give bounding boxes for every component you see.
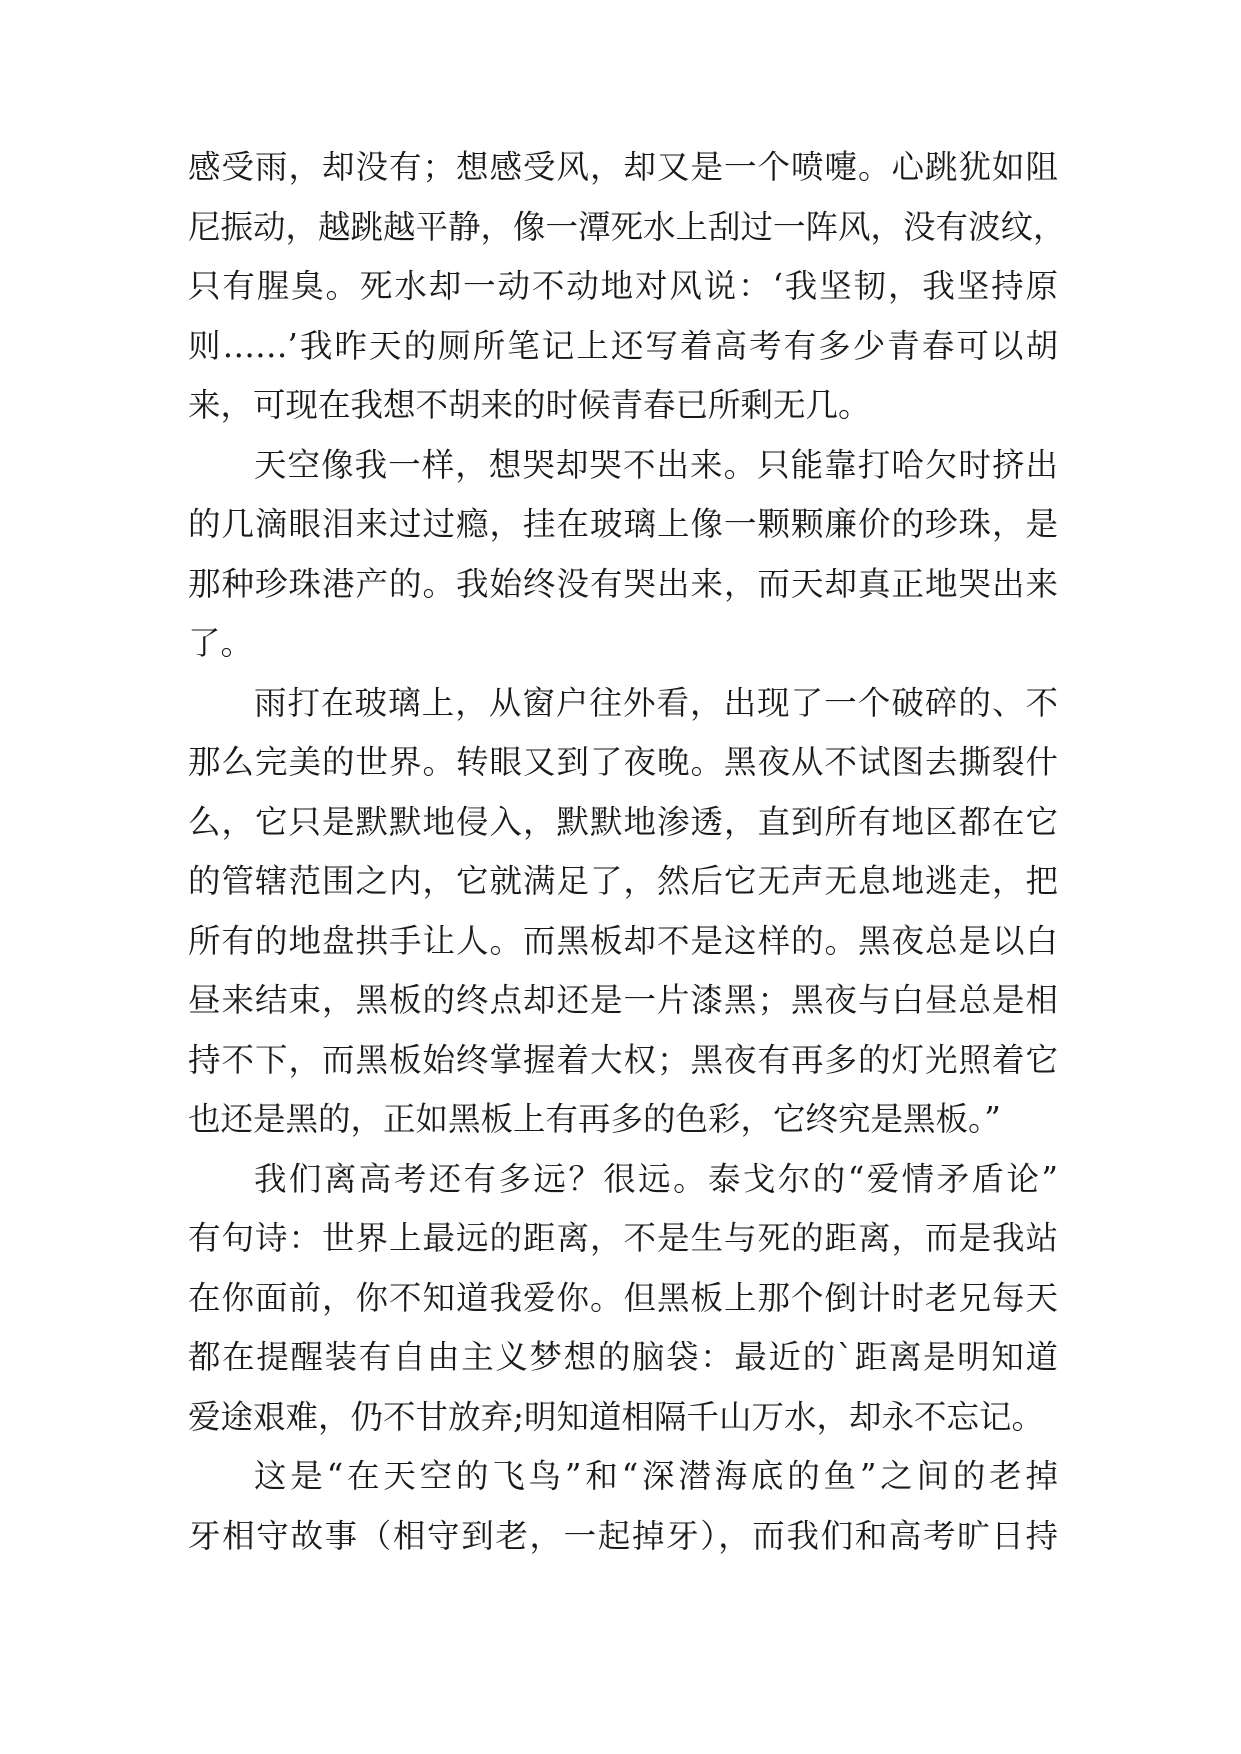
body-text xyxy=(188,138,1066,1566)
text-line: 感受雨，却没有；想感受风，却又是一个喷嚏。心跳犹如阻 xyxy=(188,148,1058,186)
text-line: 的管辖范围之内，它就满足了，然后它无声无息地逃走，把 xyxy=(188,862,1058,900)
text-line: 所有的地盘拱手让人。而黑板却不是这样的。黑夜总是以白 xyxy=(188,921,1058,960)
text-line: 也还是黑的，正如黑板上有再多的色彩，它终究是黑板。” xyxy=(188,1100,1001,1138)
text-line: 爱途艰难，仍不甘放弃;明知道相隔千山万水，却永不忘记。 xyxy=(188,1397,1044,1436)
text-line: 了。 xyxy=(188,624,254,662)
text-line: 昼来结束，黑板的终点却还是一片漆黑；黑夜与白昼总是相 xyxy=(188,981,1058,1019)
text-line: 只有腥臭。死水却一动不动地对风说：‘我坚韧，我坚持原 xyxy=(188,267,1058,305)
text-line: 尼振动，越跳越平静，像一潭死水上刮过一阵风，没有波纹， xyxy=(188,207,1066,246)
text-line: 的几滴眼泪来过过瘾，挂在玻璃上像一颗颗廉价的珍珠，是 xyxy=(188,505,1058,543)
text-line: 牙相守故事（相守到老，一起掉牙），而我们和高考旷日持 xyxy=(188,1516,1058,1555)
paragraph-first-line: 我们离高考还有多远？很远。泰戈尔的“爱情矛盾论” xyxy=(254,1159,1058,1198)
text-line: 那种珍珠港产的。我始终没有哭出来，而天却真正地哭出来 xyxy=(188,564,1058,603)
text-line: 则……’我昨天的厕所笔记上还写着高考有多少青春可以胡 xyxy=(188,326,1058,365)
text-line: 么，它只是默默地侵入，默默地渗透，直到所有地区都在它 xyxy=(188,802,1058,841)
text-line: 持不下，而黑板始终掌握着大权；黑夜有再多的灯光照着它 xyxy=(188,1040,1058,1079)
paragraph-first-line: 雨打在玻璃上，从窗户往外看，出现了一个破碎的、不 xyxy=(254,683,1058,722)
text-line: 有句诗：世界上最远的距离，不是生与死的距离，而是我站 xyxy=(188,1219,1058,1257)
text-line: 在你面前，你不知道我爱你。但黑板上那个倒计时老兄每天 xyxy=(188,1278,1058,1317)
text-line: 来，可现在我想不胡来的时候青春已所剩无几。 xyxy=(188,386,871,424)
paragraph-first-line: 天空像我一样，想哭却哭不出来。只能靠打哈欠时挤出 xyxy=(254,445,1058,484)
paragraph-first-line: 这是“在天空的飞鸟”和“深潜海底的鱼”之间的老掉 xyxy=(254,1457,1058,1495)
text-line: 那么完美的世界。转眼又到了夜晚。黑夜从不试图去撕裂什 xyxy=(188,743,1058,781)
text-line: 都在提醒装有自由主义梦想的脑袋：最近的`距离是明知道 xyxy=(188,1338,1058,1376)
